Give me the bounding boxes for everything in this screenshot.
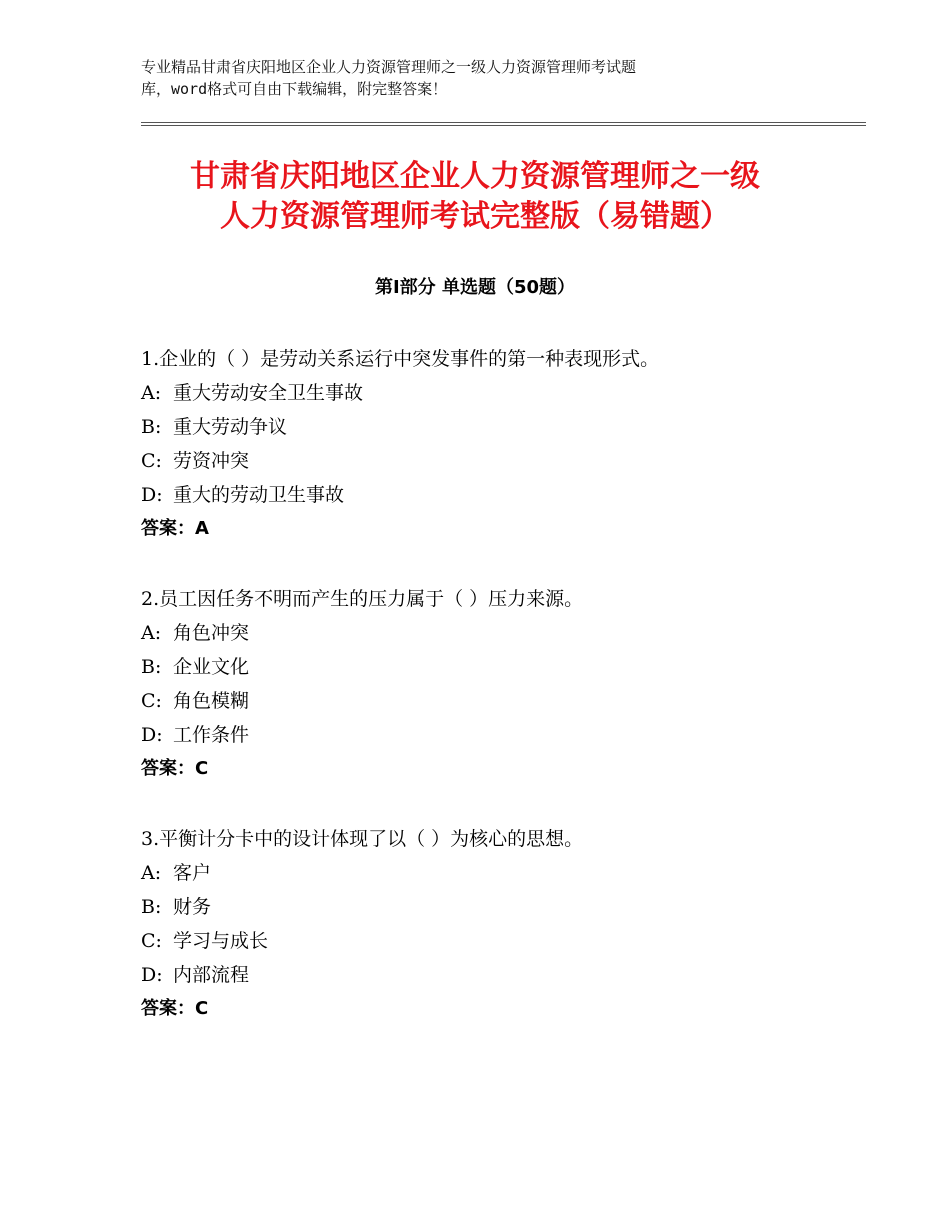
section-heading: 第Ⅰ部分 单选题（50题） <box>374 277 575 298</box>
option-text: 重大的劳动卫生事故 <box>173 484 345 506</box>
option-a <box>141 856 861 890</box>
option-c <box>141 684 861 718</box>
document-header-note <box>141 56 821 100</box>
option-text: 客户 <box>173 862 212 884</box>
option-key: C: <box>141 690 162 712</box>
option-d <box>141 958 861 992</box>
option-text: 重大劳动安全卫生事故 <box>173 382 364 404</box>
answer-label: 答案：C <box>141 998 209 1019</box>
option-d <box>141 718 861 752</box>
option-key: A: <box>141 382 162 404</box>
document-title-line-1: 甘肃省庆阳地区企业人力资源管理师之一级 <box>190 159 760 194</box>
option-key: D: <box>141 724 163 746</box>
option-text: 角色冲突 <box>173 622 250 644</box>
option-a <box>141 616 861 650</box>
question-list <box>141 342 861 1062</box>
option-b <box>141 890 861 924</box>
question-3 <box>141 822 861 1026</box>
option-a <box>141 376 861 410</box>
question-stem: 2.员工因任务不明而产生的压力属于（ ）压力来源。 <box>141 588 584 610</box>
option-key: C: <box>141 930 162 952</box>
option-key: A: <box>141 862 162 884</box>
option-text: 劳资冲突 <box>173 450 250 472</box>
option-text: 企业文化 <box>173 656 250 678</box>
option-text: 学习与成长 <box>173 930 269 952</box>
option-key: C: <box>141 450 162 472</box>
option-key: D: <box>141 964 163 986</box>
question-stem: 3.平衡计分卡中的设计体现了以（ ）为核心的思想。 <box>141 828 584 850</box>
header-note-line-2: 库，word格式可自由下载编辑，附完整答案！ <box>141 80 448 98</box>
option-d <box>141 478 861 512</box>
option-key: A: <box>141 622 162 644</box>
option-c <box>141 924 861 958</box>
option-b <box>141 410 861 444</box>
option-text: 内部流程 <box>173 964 250 986</box>
option-key: D: <box>141 484 163 506</box>
option-text: 角色模糊 <box>173 690 250 712</box>
option-key: B: <box>141 416 162 438</box>
answer-label: 答案：C <box>141 758 209 779</box>
header-divider-top <box>141 122 866 123</box>
answer-label: 答案：A <box>141 518 209 539</box>
header-note-line-1: 专业精品甘肃省庆阳地区企业人力资源管理师之一级人力资源管理师考试题 <box>141 58 637 76</box>
option-text: 财务 <box>173 896 212 918</box>
option-text: 重大劳动争议 <box>173 416 288 438</box>
header-divider-bottom <box>141 125 866 126</box>
option-text: 工作条件 <box>173 724 250 746</box>
question-2 <box>141 582 861 786</box>
question-stem: 1.企业的（ ）是劳动关系运行中突发事件的第一种表现形式。 <box>141 348 660 370</box>
option-c <box>141 444 861 478</box>
question-1 <box>141 342 861 546</box>
option-b <box>141 650 861 684</box>
document-title <box>100 157 850 237</box>
option-key: B: <box>141 896 162 918</box>
document-title-line-2: 人力资源管理师考试完整版（易错题） <box>220 199 730 234</box>
option-key: B: <box>141 656 162 678</box>
